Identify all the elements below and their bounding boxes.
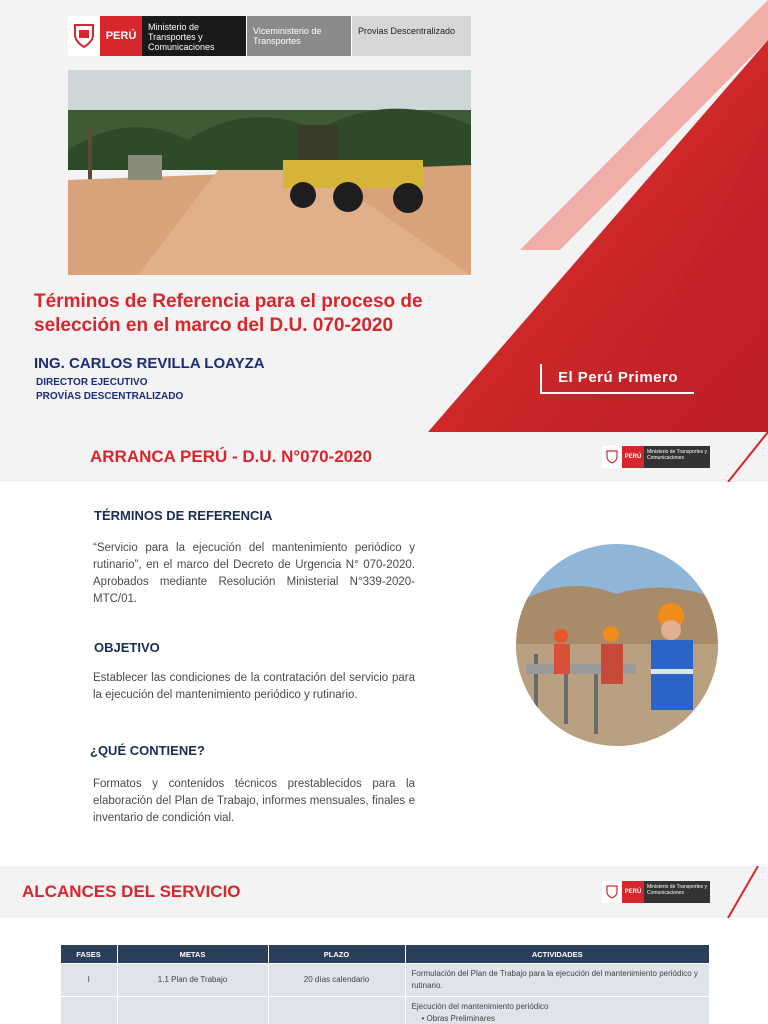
- ministry-header-bar: [68, 16, 471, 56]
- slide-header-band: [0, 432, 768, 482]
- table-row: [61, 997, 710, 1024]
- slide-arranca-peru: [0, 432, 768, 837]
- peru-label: PERÚ: [100, 16, 142, 56]
- cell-meta: [117, 997, 268, 1024]
- red-diagonal-line: [708, 866, 768, 918]
- ministerio-label: Ministerio de Transportes y Comunicaciones: [644, 446, 710, 468]
- col-header-fases: FASES: [61, 945, 118, 964]
- slide-title: ALCANCES DEL SERVICIO: [22, 882, 241, 901]
- table-header-row: [61, 945, 710, 964]
- section-heading-objetivo: OBJETIVO: [94, 640, 160, 655]
- actividad-bullet: • Obras Preliminares: [421, 1014, 495, 1023]
- presenter-role: [36, 376, 183, 404]
- workers-photo: [516, 544, 718, 746]
- cell-fase: [61, 997, 118, 1024]
- col-header-actividades: ACTIVIDADES: [405, 945, 710, 964]
- actividad-text: Ejecución del mantenimiento periódico: [411, 1002, 549, 1011]
- col-header-metas: METAS: [117, 945, 268, 964]
- cell-fase: I: [61, 964, 118, 997]
- section-heading-terminos: TÉRMINOS DE REFERENCIA: [94, 508, 273, 523]
- slide-gap: [0, 837, 768, 866]
- cell-actividad: Formulación del Plan de Trabajo para la ejecución del mantenimiento periódico y rutinario.: [405, 964, 710, 997]
- ministry-logo: [602, 446, 710, 468]
- peru-shield-icon: [602, 881, 622, 903]
- slide-title: ARRANCA PERÚ - D.U. N°070-2020: [90, 447, 373, 466]
- presenter-name: ING. CARLOS REVILLA LOAYZA: [34, 355, 265, 372]
- cell-plazo: [268, 997, 405, 1024]
- section-text-que-contiene: Formatos y contenidos técnicos prestablecidos para la elaboración del Plan de Trabajo, informes mensuales, finales e inventario de condición vial.: [93, 778, 415, 824]
- provias-label: Provias Descentralizado: [351, 16, 471, 56]
- cover-slide: [0, 0, 768, 432]
- ministerio-label: Ministerio de Transportes y Comunicaciones: [142, 16, 246, 56]
- road-works-photo: [68, 70, 471, 275]
- bullet-text: Obras Preliminares: [426, 1014, 495, 1023]
- ministerio-label: Ministerio de Transportes y Comunicaciones: [644, 881, 710, 903]
- alcances-table: [60, 945, 710, 1024]
- section-text-terminos: “Servicio para la ejecución del mantenimiento periódico y rutinario”, en el marco del Decreto de Urgencia N° 070-2020. Aprobados mediante Resolución Ministerial N°339-2020-MTC/01.: [93, 542, 415, 605]
- table-row: [61, 964, 710, 997]
- viceministerio-label: Viceministerio de Transportes: [246, 16, 351, 56]
- section-text-objetivo: Establecer las condiciones de la contratación del servicio para la ejecución del mantenimiento periódico y rutinario.: [93, 672, 415, 701]
- col-header-plazo: PLAZO: [268, 945, 405, 964]
- peru-label: PERÚ: [622, 446, 644, 468]
- cell-plazo: 20 días calendario: [268, 964, 405, 997]
- peru-label: PERÚ: [622, 881, 644, 903]
- section-heading-que-contiene: ¿QUÉ CONTIENE?: [90, 743, 205, 758]
- el-peru-primero-logo: El Perú Primero: [540, 364, 694, 394]
- presentation-title: Términos de Referencia para el proceso de selección en el marco del D.U. 070-2020: [34, 291, 423, 336]
- slide-header-band: [0, 866, 768, 918]
- peru-shield-icon: [68, 16, 100, 56]
- role-line-2: PROVÍAS DESCENTRALIZADO: [36, 391, 184, 402]
- cell-actividad: [405, 997, 710, 1024]
- cell-meta: 1.1 Plan de Trabajo: [117, 964, 268, 997]
- ministry-logo: [602, 881, 710, 903]
- slide-alcances: [0, 866, 768, 1024]
- role-line-1: DIRECTOR EJECUTIVO: [36, 377, 148, 388]
- peru-shield-icon: [602, 446, 622, 468]
